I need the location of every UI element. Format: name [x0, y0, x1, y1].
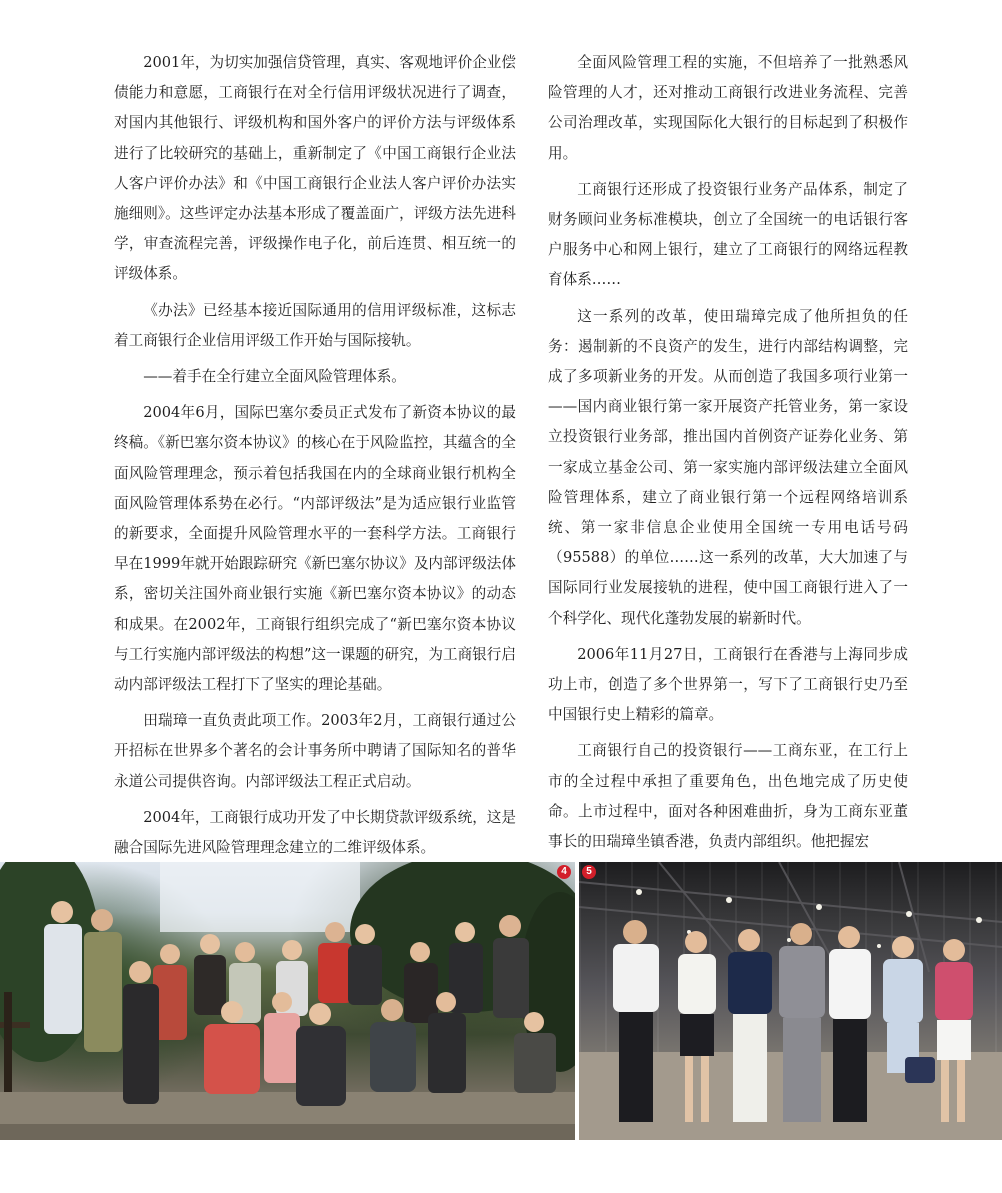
group-photo-hangar-illustration [579, 862, 1002, 1140]
paragraph: 这一系列的改革，使田瑞璋完成了他所担负的任务：遏制新的不良资产的发生，进行内部结构调整，完成了多项新业务的开发。从而创造了我国多项行业第一——国内商业银行第一家开展资产托管业务，第一家设立投资银行业务部，推出国内首例资产证券化业务、第一家成立基金公司、第一家实施内部评级法建立全面风险管理体系，建立了商业银行第一个远程网络培训系统、第一家非信息企业使用全国统一专用电话号码（95588）的单位……这一系列的改革，大大加速了与国际同行业发展接轨的进程，使中国工商银行进入了一个科学化、现代化蓬勃发展的崭新时代。 [548, 307, 908, 627]
paragraph: 全面风险管理工程的实施，不但培养了一批熟悉风险管理的人才，还对推动工商银行改进业务流程、完善公司治理改革，实现国际化大银行的目标起到了积极作用。 [548, 54, 908, 162]
paragraph: ——着手在全行建立全面风险管理体系。 [143, 368, 406, 386]
right-text-column [548, 48, 908, 863]
paragraph: 2001年，为切实加强信贷管理，真实、客观地评价企业偿债能力和意愿，工商银行在对全行信用评级状况进行了调查，对国内其他银行、评级机构和国外客户的评价方法与评级体系进行了比较研究的基础上，重新制定了《中国工商银行企业法人客户评价办法》和《中国工商银行企业法人客户评价办法实施细则》。这些评定办法基本形成了覆盖面广，评级方法先进科学，审查流程完善，评级操作电子化，前后连贯、相互统一的评级体系。 [114, 54, 516, 283]
paragraph: 2004年，工商银行成功开发了中长期贷款评级系统，这是融合国际先进风险管理理念建立的二维评级体系。 [114, 808, 516, 857]
photo-number-badge: 4 [557, 865, 571, 879]
group-photo-hangar [579, 862, 1002, 1140]
paragraph: 2004年6月，国际巴塞尔委员正式发布了新资本协议的最终稿。《新巴塞尔资本协议》的核心在于风险监控，其蕴含的全面风险管理理念，预示着包括我国在内的全球商业银行机构全面风险管理体系势在必行。“内部评级法”是为适应银行业监管的新要求，全面提升风险管理水平的一套科学方法。工商银行早在1999年就开始跟踪研究《新巴塞尔协议》及内部评级法体系，密切关注国外商业银行实施《新巴塞尔资本协议》的动态和成果。在2002年，工商银行组织完成了“新巴塞尔资本协议与工行实施内部评级法的构想”这一课题的研究，为工商银行启动内部评级法工程打下了坚实的理论基础。 [114, 404, 516, 694]
paragraph: 《办法》已经基本接近国际通用的信用评级标准，这标志着工商银行企业信用评级工作开始与国际接轨。 [114, 301, 516, 349]
photo-number-badge: 5 [582, 865, 596, 879]
paragraph: 田瑞璋一直负责此项工作。2003年2月，工商银行通过公开招标在世界多个著名的会计事务所中聘请了国际知名的普华永道公司提供咨询。内部评级法工程正式启动。 [114, 712, 516, 790]
left-text-column [114, 48, 516, 869]
paragraph: 工商银行自己的投资银行——工商东亚，在工行上市的全过程中承担了重要角色，出色地完成了历史使命。上市过程中，面对各种困难曲折，身为工商东亚董事长的田瑞璋坐镇香港，负责内部组织。他把握宏 [548, 742, 908, 851]
group-photo-outdoor-illustration [0, 862, 575, 1140]
paragraph: 2006年11月27日，工商银行在香港与上海同步成功上市，创造了多个世界第一，写下了工商银行史乃至中国银行史上精彩的篇章。 [548, 645, 908, 724]
group-photo-outdoor [0, 862, 575, 1140]
paragraph: 工商银行还形成了投资银行业务产品体系，制定了财务顾问业务标准模块，创立了全国统一的电话银行客户服务中心和网上银行，建立了工商银行的网络远程教育体系…… [548, 180, 908, 289]
